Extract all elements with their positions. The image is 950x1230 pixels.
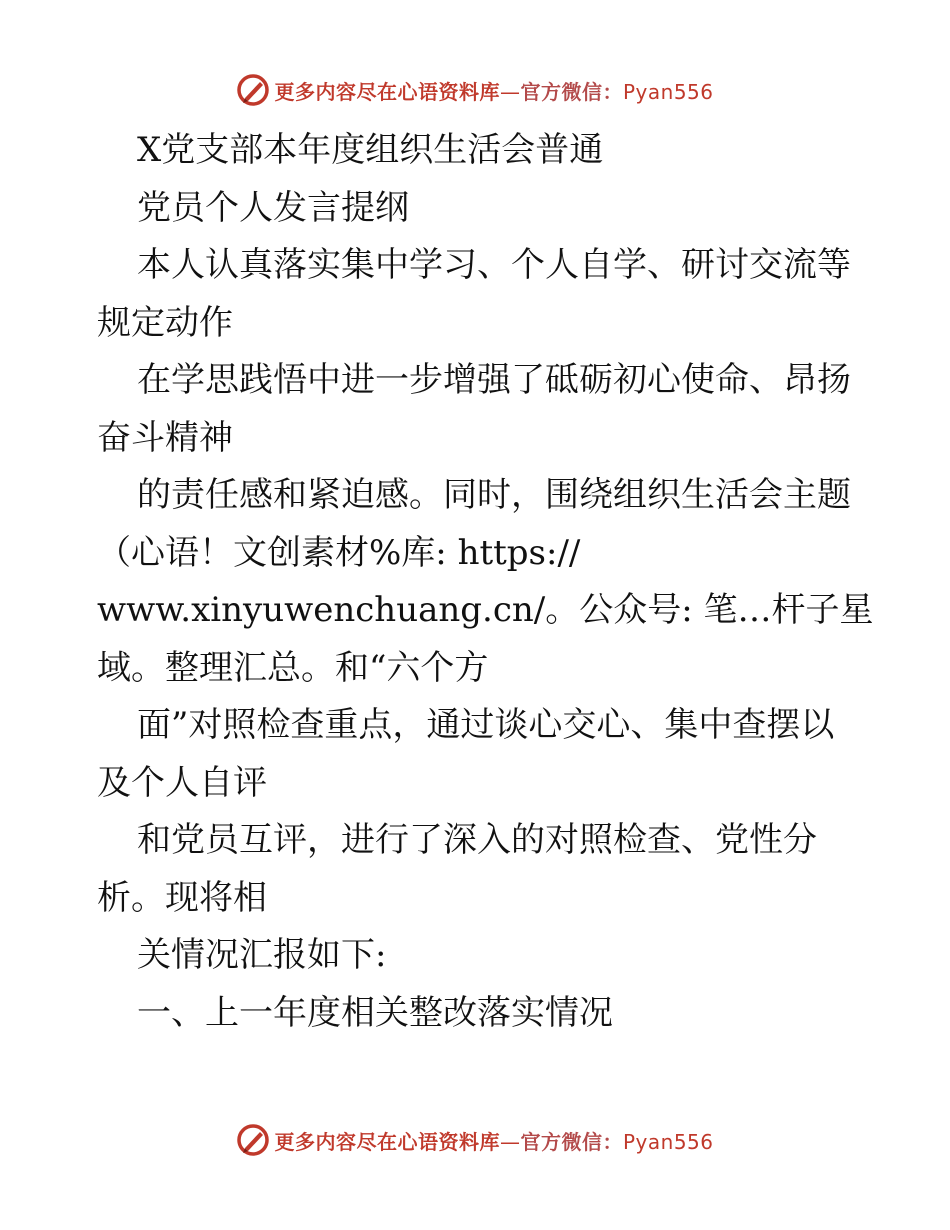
watermark-id: Pyan556 bbox=[622, 1129, 714, 1154]
doc-line: 和党员互评，进行了深入的对照检查、党性分 bbox=[137, 820, 817, 860]
watermark-dash: — bbox=[499, 1129, 521, 1154]
watermark-main-text: 更多内容尽在心语资料库 bbox=[274, 79, 500, 104]
doc-line: 的责任感和紧迫感。同时，围绕组织生活会主题 bbox=[137, 475, 851, 515]
watermark-label: 官方微信： bbox=[520, 1129, 623, 1154]
doc-line: 本人认真落实集中学习、个人自学、研讨交流等 bbox=[137, 245, 851, 285]
watermark-label: 官方微信： bbox=[520, 79, 623, 104]
doc-title-line-1: X党支部本年度组织生活会普通 bbox=[137, 130, 604, 170]
footer-watermark bbox=[0, 1120, 950, 1160]
doc-line: 面”对照检查重点，通过谈心交心、集中查摆以 bbox=[137, 705, 835, 745]
doc-line: 及个人自评 bbox=[97, 762, 267, 803]
watermark-id: Pyan556 bbox=[622, 79, 714, 104]
doc-line: 奋斗精神 bbox=[97, 417, 233, 458]
doc-line: 关情况汇报如下: bbox=[137, 935, 387, 975]
pen-logo-icon bbox=[236, 73, 270, 107]
watermark-dash: — bbox=[499, 79, 521, 104]
doc-line: 析。现将相 bbox=[97, 877, 267, 918]
header-watermark bbox=[0, 70, 950, 110]
watermark-main-text: 更多内容尽在心语资料库 bbox=[274, 1129, 500, 1154]
doc-line: （心语！文创素材%库: https:// bbox=[97, 532, 581, 573]
pen-logo-icon bbox=[236, 1123, 270, 1157]
section-heading: 一、上一年度相关整改落实情况 bbox=[137, 992, 613, 1033]
doc-line: 域。整理汇总。和“六个方 bbox=[97, 647, 489, 688]
doc-line: 规定动作 bbox=[97, 302, 233, 343]
doc-title-line-2: 党员个人发言提纲 bbox=[137, 187, 409, 228]
document-body bbox=[97, 122, 874, 1042]
doc-line: www.xinyuwenchuang.cn/。公众号: 笔…杆子星 bbox=[97, 590, 874, 630]
doc-line: 在学思践悟中进一步增强了砥砺初心使命、昂扬 bbox=[137, 360, 851, 400]
